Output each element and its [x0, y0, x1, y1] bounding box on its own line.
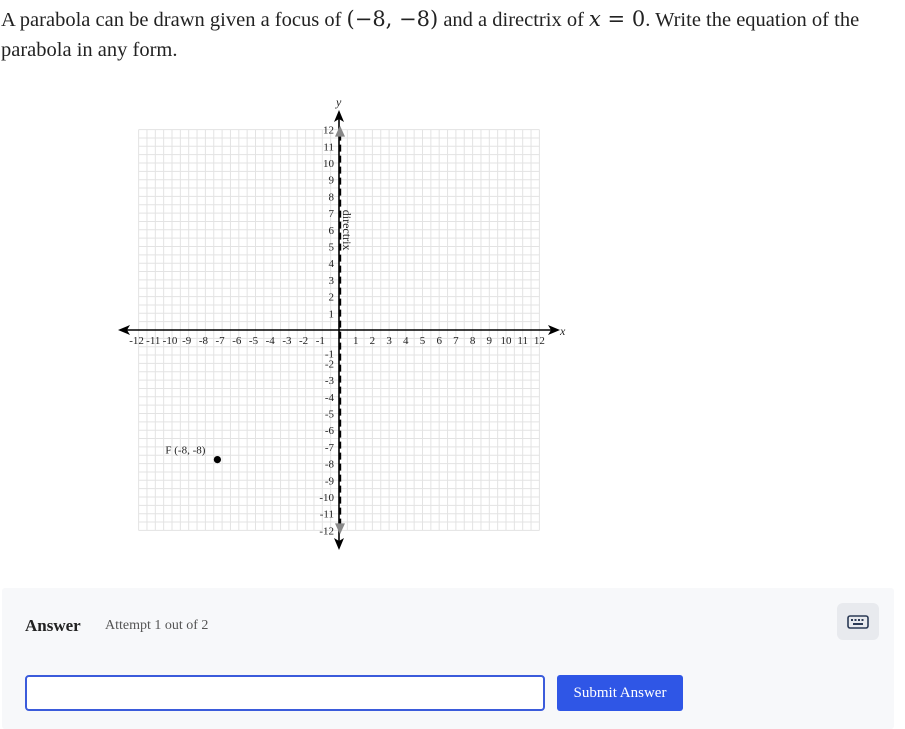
directrix-equation: = 0 [600, 7, 646, 31]
directrix-top-arrow-icon [335, 126, 345, 137]
x-tick-label: 4 [403, 335, 409, 347]
focus-label: F (-8, -8) [165, 444, 206, 457]
y-tick-label: 1 [328, 308, 334, 321]
answer-input[interactable] [25, 675, 545, 711]
x-tick-label: 12 [533, 335, 545, 347]
x-tick-label: 1 [352, 335, 359, 347]
x-tick-label: -9 [182, 335, 192, 347]
directrix-variable: x [589, 7, 601, 31]
tick-labels [129, 125, 545, 538]
x-tick-label: -1 [315, 335, 325, 347]
y-tick-label: -4 [324, 391, 334, 404]
x-tick-label: 3 [386, 335, 392, 347]
x-tick-label: -10 [162, 335, 178, 347]
y-tick-label: -9 [324, 475, 334, 488]
y-tick-label: -8 [324, 458, 334, 471]
question-part-3: . Write the equation of the parabola in any form. [1, 9, 860, 61]
question-part-1: A parabola can be drawn given a focus of [1, 9, 347, 31]
y-tick-label: 2 [328, 291, 334, 304]
x-tick-label: -4 [265, 335, 275, 347]
y-tick-label: -2 [324, 358, 334, 371]
y-tick-label: -3 [324, 375, 334, 388]
keyboard-icon [847, 615, 869, 629]
y-tick-label: -7 [324, 441, 334, 454]
x-tick-label: -8 [198, 335, 208, 347]
answer-title: Answer [25, 616, 81, 635]
x-tick-label: 8 [469, 335, 476, 347]
x-tick-label: -11 [146, 335, 161, 347]
submit-answer-button[interactable]: Submit Answer [557, 675, 683, 711]
focus-math: (−8, −8) [346, 7, 439, 31]
y-tick-label: -10 [319, 492, 334, 504]
x-tick-label: 7 [453, 335, 459, 347]
x-tick-label: -5 [248, 335, 259, 347]
y-tick-label: 8 [328, 191, 334, 204]
x-tick-label: -7 [215, 335, 225, 347]
answer-panel [2, 588, 894, 729]
y-tick-label: -6 [324, 425, 334, 438]
x-tick-label: 10 [500, 335, 512, 347]
y-tick-label: 5 [328, 241, 334, 254]
directrix-label: directrix [340, 209, 354, 251]
x-tick-label: 11 [517, 335, 528, 347]
focus-point [214, 456, 221, 463]
directrix-math [589, 7, 645, 31]
y-tick-label: 7 [328, 208, 334, 221]
x-tick-label: -6 [232, 335, 242, 347]
y-tick-label: -1 [324, 348, 334, 361]
y-tick-label: 12 [323, 124, 334, 137]
y-tick-label: 10 [323, 158, 334, 170]
x-tick-label: 2 [369, 335, 376, 347]
y-tick-label: -12 [319, 525, 334, 538]
x-tick-label: -12 [129, 335, 144, 347]
y-tick-label: 6 [328, 224, 334, 237]
y-axis-label: y [336, 95, 342, 109]
x-tick-label: 6 [436, 335, 442, 347]
x-tick-label: 9 [486, 335, 493, 347]
x-tick-label: -3 [282, 335, 292, 347]
question-text [1, 4, 901, 65]
x-tick-label: 5 [419, 335, 426, 347]
attempt-counter: Attempt 1 out of 2 [105, 618, 209, 633]
coordinate-graph [110, 92, 580, 562]
x-axis-label: x [560, 324, 566, 338]
x-tick-label: -2 [299, 335, 309, 347]
y-tick-label: 4 [328, 258, 334, 271]
y-tick-label: 9 [328, 174, 334, 187]
keyboard-button[interactable] [837, 603, 879, 640]
y-tick-label: 3 [328, 274, 334, 287]
y-tick-label: -11 [319, 508, 334, 521]
question-part-2: and a directrix of [438, 9, 590, 31]
y-tick-label: 11 [323, 141, 334, 154]
y-tick-label: -5 [324, 408, 334, 421]
directrix-bottom-arrow-icon [335, 523, 345, 534]
